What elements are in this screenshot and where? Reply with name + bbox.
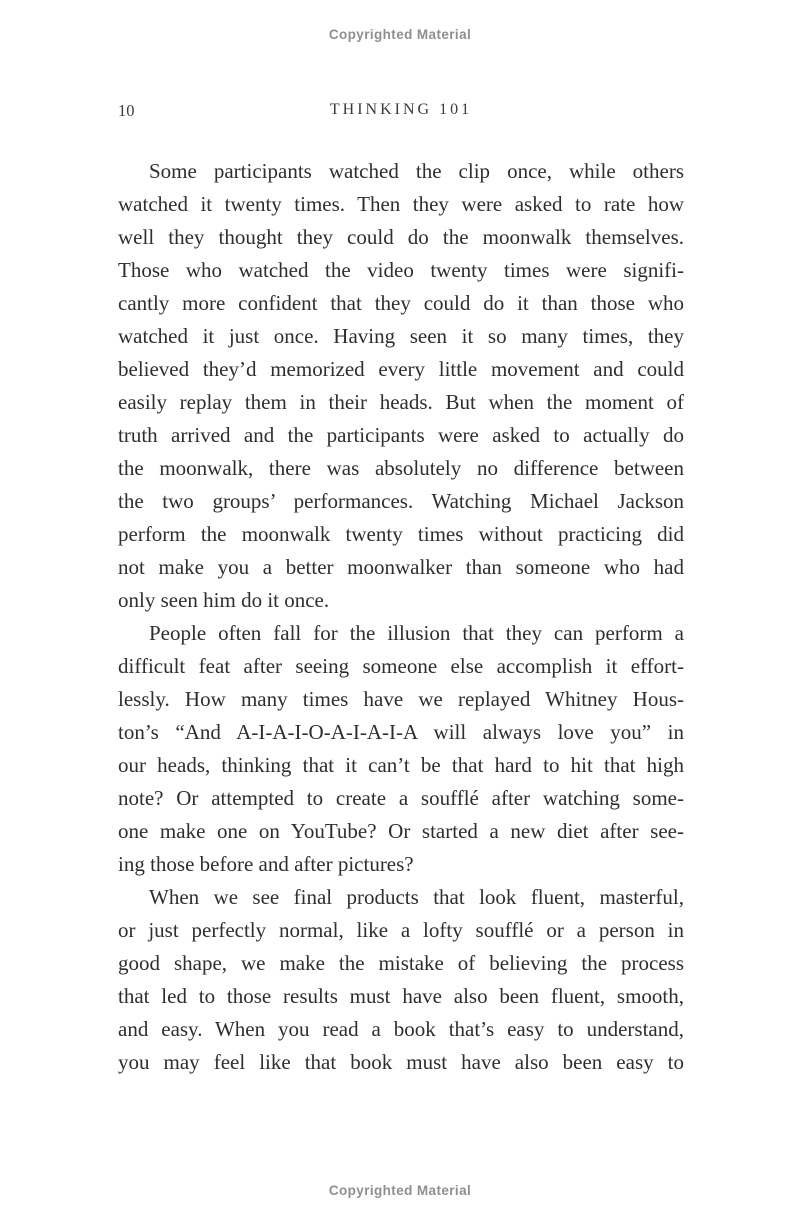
text-line: not make you a better moonwalker than someone who had xyxy=(118,555,684,579)
text-line: that led to those results must have also been fluent, smooth, xyxy=(118,984,684,1008)
text-line: Some participants watched the clip once, while others xyxy=(149,159,684,183)
text-line: lessly. How many times have we replayed Whitney Hous- xyxy=(118,687,684,711)
paragraph xyxy=(118,617,684,881)
text-line: the moonwalk, there was absolutely no difference between xyxy=(118,456,684,480)
page-number: 10 xyxy=(118,101,135,120)
text-line: one make one on YouTube? Or started a new diet after see- xyxy=(118,819,684,843)
paragraph xyxy=(118,881,684,1079)
page-header xyxy=(118,101,684,123)
text-line: believed they’d memorized every little movement and could xyxy=(118,357,684,381)
text-line: When we see final products that look fluent, masterful, xyxy=(149,885,684,909)
text-line: our heads, thinking that it can’t be that hard to hit that high xyxy=(118,753,684,777)
text-line: watched it twenty times. Then they were asked to rate how xyxy=(118,192,684,216)
text-line: easily replay them in their heads. But when the moment of xyxy=(118,390,684,414)
text-line: good shape, we make the mistake of believing the process xyxy=(118,951,684,975)
text-line: only seen him do it once. xyxy=(118,588,330,612)
text-line: or just perfectly normal, like a lofty soufflé or a person in xyxy=(118,918,684,942)
text-line: difficult feat after seeing someone else accomplish it effort- xyxy=(118,654,684,678)
text-line: and easy. When you read a book that’s easy to understand, xyxy=(118,1017,684,1041)
text-line: perform the moonwalk twenty times without practicing did xyxy=(118,522,684,546)
running-header: THINKING 101 xyxy=(329,101,473,118)
paragraph xyxy=(118,155,684,617)
text-line: cantly more confident that they could do it than those who xyxy=(118,291,684,315)
text-line: note? Or attempted to create a soufflé after watching some- xyxy=(118,786,684,810)
text-line: ton’s “And A-I-A-I-O-A-I-A-I-A will always love you” in xyxy=(118,720,684,744)
text-line: watched it just once. Having seen it so many times, they xyxy=(118,324,684,348)
text-line: Those who watched the video twenty times were signifi- xyxy=(118,258,684,282)
text-line: well they thought they could do the moonwalk themselves. xyxy=(118,225,684,249)
copyright-notice-top: Copyrighted Material xyxy=(328,27,472,42)
text-line: truth arrived and the participants were asked to actually do xyxy=(118,423,684,447)
text-line: you may feel like that book must have also been easy to xyxy=(118,1050,684,1074)
text-line: ing those before and after pictures? xyxy=(118,852,414,876)
text-line: the two groups’ performances. Watching Michael Jackson xyxy=(118,489,684,513)
body-text xyxy=(118,155,684,1079)
text-line: People often fall for the illusion that they can perform a xyxy=(149,621,684,645)
copyright-notice-bottom: Copyrighted Material xyxy=(328,1183,472,1198)
